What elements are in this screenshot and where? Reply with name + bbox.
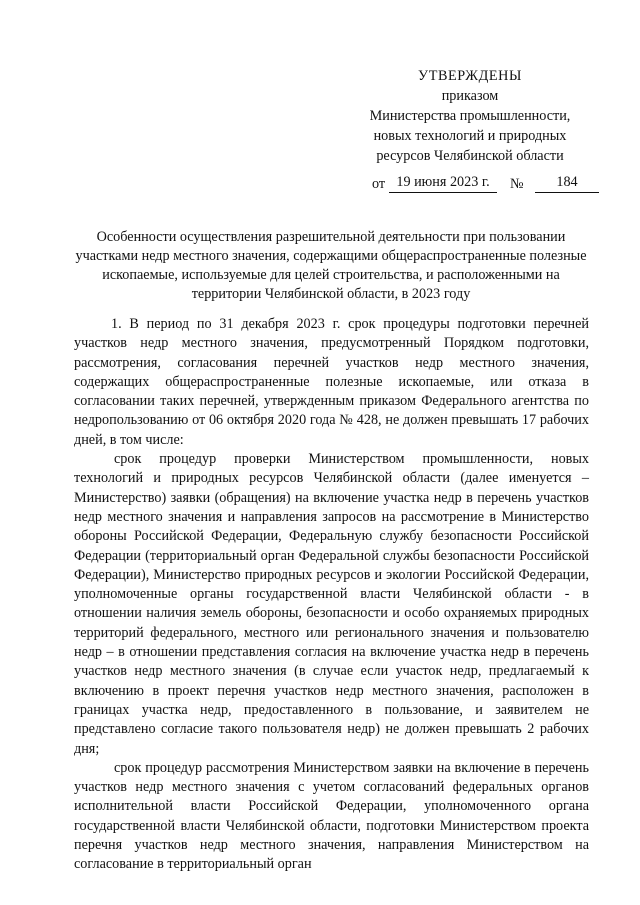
approval-heading: УТВЕРЖДЕНЫ [418, 68, 522, 84]
document-title: Особенности осуществления разрешительной деятельности при пользовании участками недр местного значения, содержащими общераспространенные полезные ископаемые, используемые для целей строительства, и расположенными на территории Челябинской области, в 2023 году [75, 229, 587, 302]
document-body [74, 315, 589, 875]
approval-number: 184 [535, 172, 599, 193]
approval-date-line [372, 172, 612, 194]
date-prefix: от [372, 176, 386, 192]
approval-block [340, 66, 600, 166]
approval-line-ministry: Министерства промышленности, [369, 108, 571, 124]
approval-line-region: ресурсов Челябинской области [376, 148, 564, 164]
approval-date: 19 июня 2023 г. [389, 172, 497, 193]
approval-line-technologies: новых технологий и природных [373, 128, 567, 144]
paragraph-3: срок процедур рассмотрения Министерством заявки на включение в перечень участков недр местного значения с учетом согласований федеральных органов исполнительной власти Российской Федерации, уполномоченного органа государственной власти Челябинской области, подготовки Министерством проекта перечня участков недр местного значения, направления Министерством на согласование в территориальный орган [74, 759, 589, 873]
paragraph-2: срок процедур проверки Министерством промышленности, новых технологий и природных ресурсов Челябинской области (далее именуется – Министерство) заявки (обращения) на включение участка недр в перечень участков недр местного значения и направления запросов на рассмотрение в Министерство обороны Российской Федерации, Федеральную службу безопасности Российской Федерации (территориальный орган Федеральной службы безопасности Российской Федерации), Министерство природных ресурсов и экологии Российской Федерации, уполномоченные органы государственной власти Челябинской области - в отношении наличия земель обороны, безопасности и особо охраняемых природных территорий федерального, местного или регионального значения и пользователю недр – в отношении представления согласия на включение участка недр в перечень участков недр местного значения (в случае если участок недр, предлагаемый к включению в проект перечня участков недр местного значения, расположен в границах участка недр, предоставленного в пользование, и заявителем не представлено согласие такого пользователя недр) не должен превышать 2 рабочих дня; [74, 451, 589, 757]
approval-line-order: приказом [441, 88, 499, 104]
paragraph-1: 1. В период по 31 декабря 2023 г. срок процедуры подготовки перечней участков недр местного значения, предусмотренный Порядком подготовки, рассмотрения, согласования перечней участков недр местного значения, содержащих общераспространенные полезные ископаемые, или отказа в согласовании таких перечней, утвержденным приказом Федерального агентства по недропользованию от 06 октября 2020 года № 428, не должен превышать 17 рабочих дней, в том числе: [74, 316, 589, 448]
number-prefix: № [510, 176, 524, 192]
